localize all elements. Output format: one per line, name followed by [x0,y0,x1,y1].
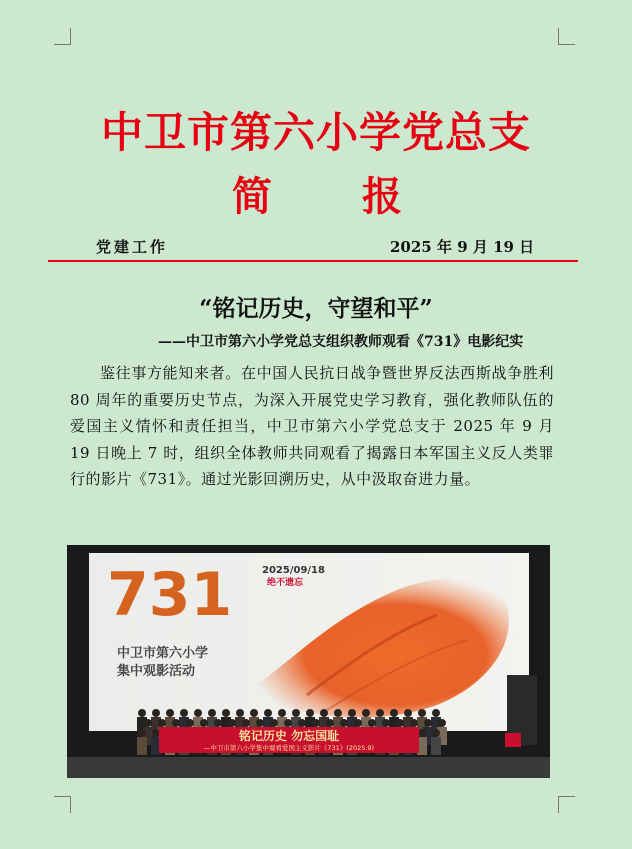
person-head [166,709,174,717]
bulletin-title: 简 报 [232,173,440,220]
screen-event-line-2: 集中观影活动 [117,664,196,679]
person-head [432,729,440,737]
person-head [278,709,286,717]
person-head [152,709,160,717]
person-head [418,729,426,737]
person-head [382,719,390,727]
person-head [376,709,384,717]
person-head [396,719,404,727]
issue-date: 2025 年 9 月 19 日 [390,238,535,256]
person-head [348,709,356,717]
header-rule [48,260,578,262]
person-head [326,719,334,727]
person-head [270,719,278,727]
person-head [138,729,146,737]
person-head [250,709,258,717]
person-head [256,719,264,727]
article-headline: “铭记历史，守望和平” [199,295,433,322]
crop-mark-bottom-right [558,796,575,813]
organization-title: 中卫市第六小学党总支 [100,108,531,157]
person-head [404,709,412,717]
person-head [292,709,300,717]
person-head [368,719,376,727]
person-head [362,709,370,717]
person-head [340,719,348,727]
person-head [410,719,418,727]
person-head [390,709,398,717]
person-body [431,737,441,755]
person-head [284,719,292,727]
person-head [418,709,426,717]
article-paragraph: 鉴往事方能知来者。在中国人民抗日战争暨世界反法西斯战争胜利 80 周年的重要历史节点，为深入开展党史学习教育，强化教师队伍的爱国主义情怀和责任担当，中卫市第六小学党总支于 2025 年 9 月 19 日晚上 7 时，组织全体教师共同观看了揭露日本军国主义反人类罪行的影片《731》。通过光影回溯历史，从中汲取奋进力量。 [70,364,554,488]
person-head [228,719,236,727]
person-head [264,709,272,717]
person-head [432,709,440,717]
person-head [438,719,446,727]
person-head [214,719,222,727]
article-subtitle: ——中卫市第六小学党总支组织教师观看《731》电影纪实 [158,334,524,350]
person-head [144,719,152,727]
crop-mark-top-left [54,28,71,45]
person-head [320,709,328,717]
person-head [236,709,244,717]
person-head [180,709,188,717]
person-head [334,709,342,717]
column-label: 党建工作 [96,238,169,256]
person-head [298,719,306,727]
person-head [208,709,216,717]
screen-number: 731 [107,560,233,630]
person-head [242,719,250,727]
person-head [186,719,194,727]
person-head [200,719,208,727]
person-head [424,719,432,727]
person-head [312,719,320,727]
person-head [152,729,160,737]
banner-main-text: 铭记历史 勿忘国耻 [238,729,340,743]
crop-mark-top-right [558,28,575,45]
person-head [172,719,180,727]
banner-sub-text: —中卫市第六小学集中观看爱国主义影片《731》(2025.9) [203,744,375,752]
screen-tagline: 绝不遗忘 [267,578,304,588]
person-head [222,709,230,717]
screen-date: 2025/09/18 [262,565,325,576]
crop-mark-bottom-left [54,796,71,813]
person-head [194,709,202,717]
person-head [158,719,166,727]
person-head [354,719,362,727]
event-photo [67,545,550,778]
screen-event-line-1: 中卫市第六小学 [117,646,209,661]
person-head [306,709,314,717]
person-body [137,737,147,755]
person-head [138,709,146,717]
